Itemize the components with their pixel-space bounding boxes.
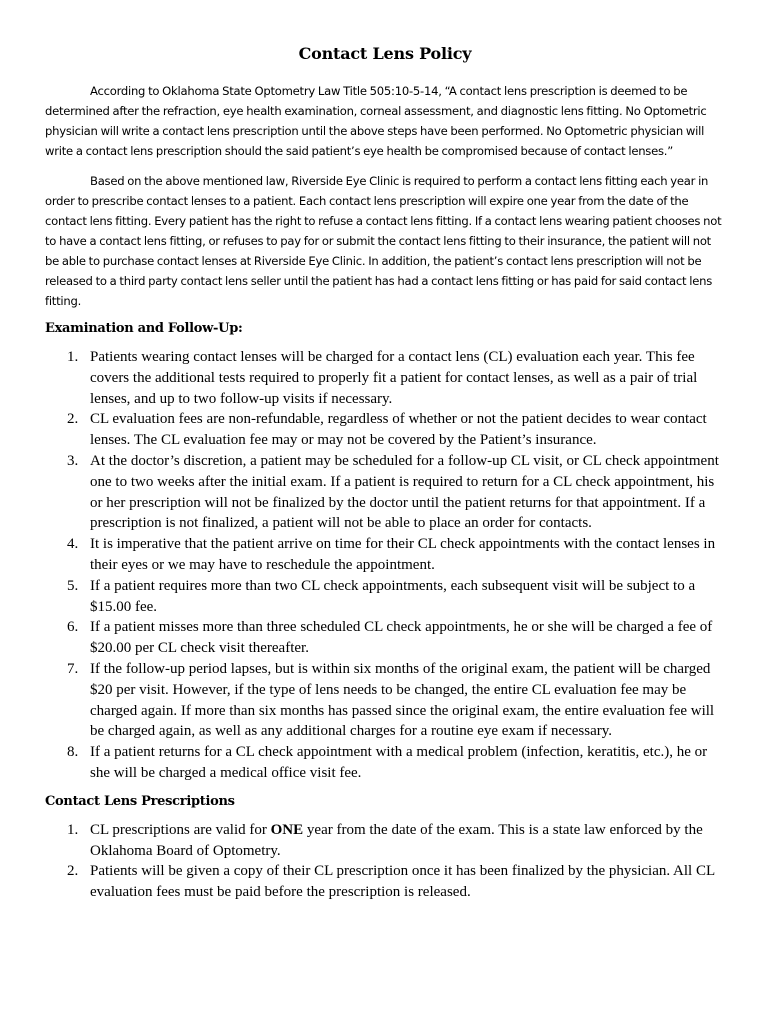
list-item [45, 409, 725, 451]
list-item [45, 861, 725, 903]
emphasis-one: ONE [270, 821, 304, 838]
list-number: 2. [67, 411, 79, 428]
prescriptions-list [45, 820, 725, 903]
list-item-text: It is imperative that the patient arrive on time for their CL check appointments with the contact lenses in their eyes or we may have to reschedule the appointment. [90, 536, 716, 573]
list-item-text: If a patient returns for a CL check appointment with a medical problem (infection, keratitis, etc.), he or she will be charged a medical office visit fee. [90, 744, 708, 781]
list-number: 8. [67, 744, 79, 761]
list-item-text: If the follow-up period lapses, but is within six months of the original exam, the patient will be charged $20 per visit. However, if the type of lens needs to be changed, the entire CL evaluation fee may be charged again. If more than six months has passed since the original exam, the entire evaluation fee will be charged again, as well as any additional charges for a routine eye exam if necessary. [90, 660, 715, 740]
list-number: 7. [67, 660, 79, 677]
document-page [45, 44, 725, 913]
list-number: 2. [67, 863, 79, 880]
list-number: 1. [67, 349, 79, 365]
list-item [45, 742, 725, 784]
page-title: Contact Lens Policy [298, 44, 472, 63]
intro-paragraph-clinic: Based on the above mentioned law, Riverside Eye Clinic is required to perform a contact lens fitting each year in order to prescribe contact lenses to a patient. Each contact lens prescription will expire one year from the date of the contact lens fitting. Every patient has the right to refuse a contact lens fitting. If a contact lens wearing patient chooses not to have a contact lens fitting, or refuses to pay for or submit the contact lens fitting to their insurance, the patient will not be able to purchase contact lenses at Riverside Eye Clinic. In addition, the patient’s contact lens prescription will not be released to a third party contact lens seller until the patient has had a contact lens fitting or has paid for said contact lens fitting. [45, 174, 722, 308]
list-number: 3. [67, 452, 79, 469]
list-item-text: Patients wearing contact lenses will be charged for a contact lens (CL) evaluation each year. This fee covers the additional tests required to properly fit a patient for contact lenses, as well as a pair of trial lenses, and up to two follow-up visits if necessary. [90, 349, 698, 407]
list-number: 1. [67, 821, 79, 838]
list-item-text: At the doctor’s discretion, a patient may be scheduled for a follow-up CL visit, or CL check appointment one to two weeks after the initial exam. If a patient is required to return for a CL check appointment, his or her prescription will not be finalized by the doctor until the patient returns for that appointment. If a prescription is not finalized, a patient will not be able to place an order for contacts. [90, 452, 719, 532]
list-item-text-before: CL prescriptions are valid for [90, 821, 271, 838]
list-number: 4. [67, 536, 79, 553]
list-item-text-after: year from the date of the exam. This is a state law enforced by the Oklahoma Board of Optometry. [90, 821, 703, 859]
list-item [45, 617, 725, 659]
exam-section-heading: Examination and Follow-Up: [45, 321, 243, 336]
list-item-text: CL evaluation fees are non-refundable, regardless of whether or not the patient decides to wear contact lenses. The CL evaluation fee may or may not be covered by the Patient’s insurance. [90, 411, 707, 449]
list-item [45, 576, 725, 618]
list-item-text: If a patient misses more than three scheduled CL check appointments, he or she will be charged a fee of $20.00 per CL check visit thereafter. [90, 619, 713, 657]
intro-paragraph-law: According to Oklahoma State Optometry Law Title 505:10-5-14, “A contact lens prescription is deemed to be determined after the refraction, eye health examination, corneal assessment, and diagnostic lens fitting. No Optometric physician will write a contact lens prescription until the above steps have been performed. No Optometric physician will write a contact lens prescription should the said patient’s eye health be compromised because of contact lenses.” [45, 84, 707, 158]
list-number: 5. [67, 577, 79, 594]
list-item-text: Patients will be given a copy of their CL prescription once it has been finalized by the physician. All CL evaluation fees must be paid before the prescription is released. [90, 863, 715, 901]
exam-followup-list [45, 347, 725, 784]
list-item [45, 659, 725, 742]
list-item [45, 451, 725, 534]
list-item [45, 820, 725, 862]
list-item [45, 534, 725, 576]
list-item [45, 347, 725, 409]
list-number: 6. [67, 619, 79, 636]
rx-section-heading: Contact Lens Prescriptions [45, 793, 235, 809]
list-item-text: If a patient requires more than two CL check appointments, each subsequent visit will be subject to a $15.00 fee. [90, 577, 696, 615]
